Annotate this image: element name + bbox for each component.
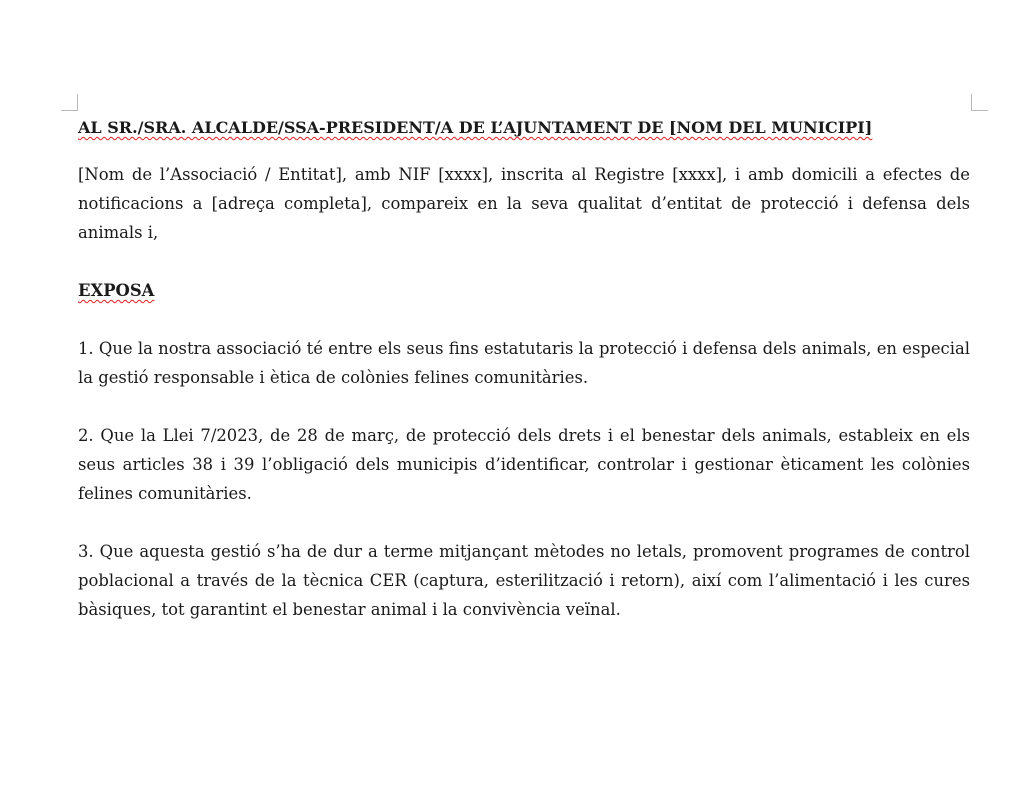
point-1-paragraph: 1. Que la nostra associació té entre els seus fins estatutaris la protecció i defensa dels animals, en especial la gestió responsable i ètica de colònies felines comunitàries. <box>78 339 970 387</box>
margin-corner-top-left <box>61 94 78 111</box>
point-2-paragraph: 2. Que la Llei 7/2023, de 28 de març, de protecció dels drets i el benestar dels animals, estableix en els seus articles 38 i 39 l’obligació dels municipis d’identificar, controlar i gestionar èticament les colònies felines comunitàries. <box>78 426 970 503</box>
section-title-text: EXPOSA <box>78 281 155 300</box>
document-body[interactable] <box>78 113 970 653</box>
section-title-exposa <box>78 276 970 305</box>
intro-paragraph: [Nom de l’Associació / Entitat], amb NIF [xxxx], inscrita al Registre [xxxx], i amb domicili a efectes de notificacions a [adreça completa], compareix en la seva qualitat d’entitat de protecció i defensa dels animals i, <box>78 165 970 242</box>
point-3-paragraph: 3. Que aquesta gestió s’ha de dur a terme mitjançant mètodes no letals, promovent programes de control poblacional a través de la tècnica CER (captura, esterilització i retorn), així com l’alimentació i les cures bàsiques, tot garantint el benestar animal i la convivència veïnal. <box>78 542 970 619</box>
document-heading <box>78 113 970 142</box>
margin-corner-top-right <box>971 94 988 111</box>
heading-text: AL SR./SRA. ALCALDE/SSA-PRESIDENT/A DE L’AJUNTAMENT DE [NOM DEL MUNICIPI] <box>78 118 873 137</box>
